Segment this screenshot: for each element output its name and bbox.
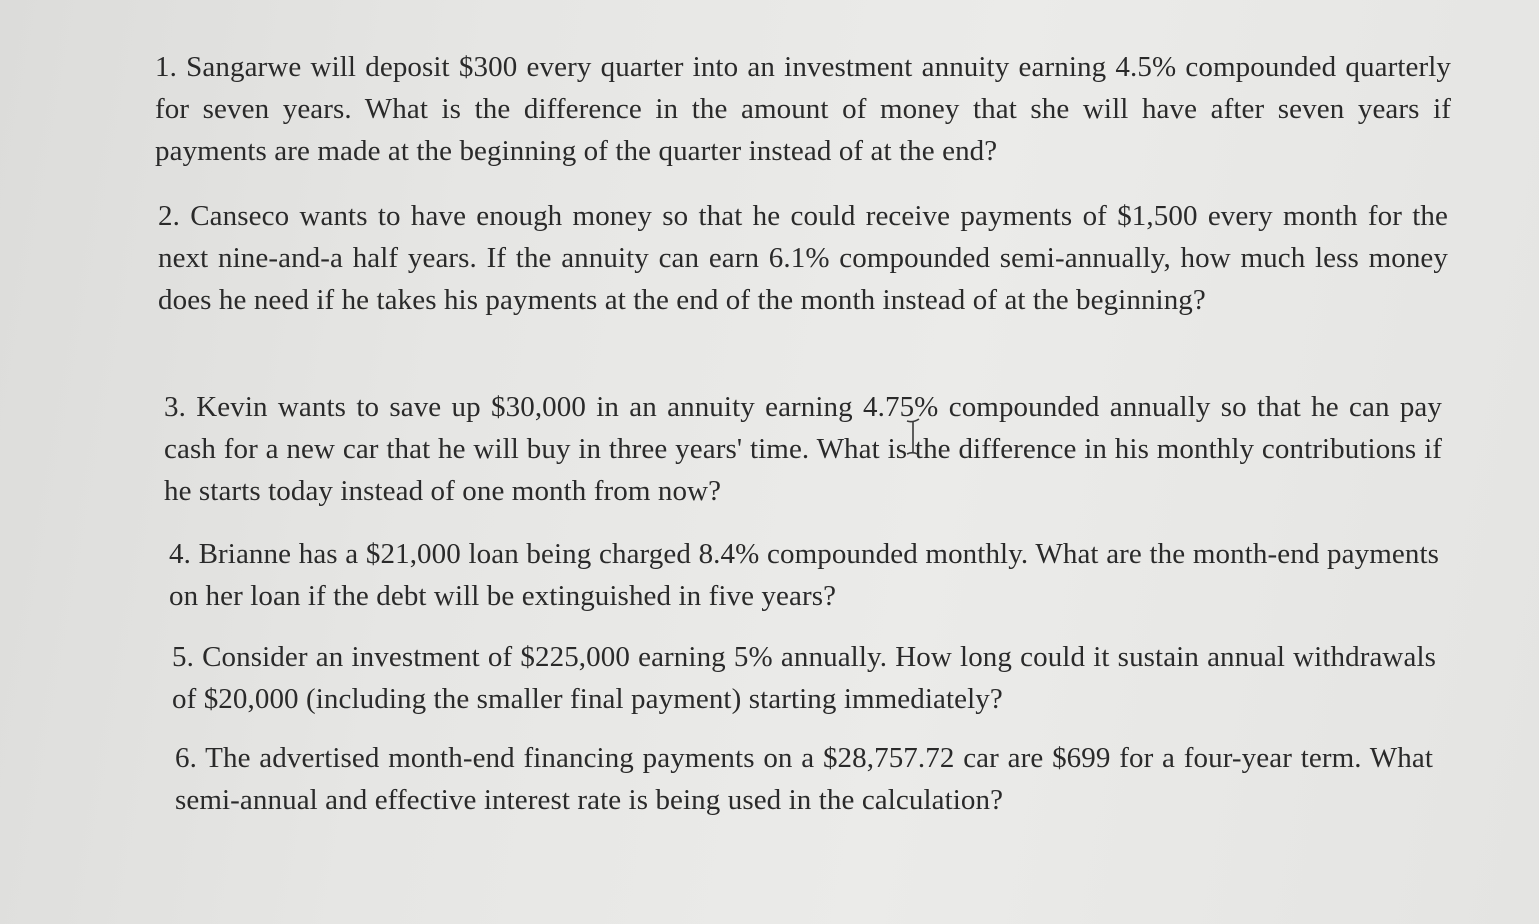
problem-5 bbox=[172, 636, 1436, 720]
problem-5-text: Consider an investment of $225,000 earning 5% annually. How long could it sustain annual withdrawals of $20,000 (including the smaller final payment) starting immediately? bbox=[172, 641, 1436, 715]
text-cursor-icon bbox=[905, 417, 921, 457]
problem-6-number: 6. bbox=[175, 742, 197, 774]
problem-3-number: 3. bbox=[164, 391, 186, 423]
problem-1 bbox=[155, 46, 1451, 172]
problem-5-number: 5. bbox=[172, 641, 194, 673]
problem-2-number: 2. bbox=[158, 200, 180, 232]
problem-2-text: Canseco wants to have enough money so that he could receive payments of $1,500 every month for the next nine-and-a half years. If the annuity can earn 6.1% compounded semi-annually, how much less money does he need if he takes his payments at the end of the month instead of at the beginning? bbox=[158, 200, 1448, 316]
problem-6-text: The advertised month-end financing payments on a $28,757.72 car are $699 for a four-year term. What semi-annual and effective interest rate is being used in the calculation? bbox=[175, 742, 1433, 816]
problem-1-number: 1. bbox=[155, 51, 177, 83]
problem-4-number: 4. bbox=[169, 538, 191, 570]
problem-2 bbox=[158, 195, 1448, 321]
problem-1-text: Sangarwe will deposit $300 every quarter into an investment annuity earning 4.5% compounded quarterly for seven years. What is the difference in the amount of money that she will have after seven years if payments are made at the beginning of the quarter instead of at the end? bbox=[155, 51, 1451, 167]
problem-4 bbox=[169, 533, 1439, 617]
problem-3-text: Kevin wants to save up $30,000 in an annuity earning 4.75% compounded annually so that he can pay cash for a new car that he will buy in three years' time. What is the difference in his monthly contributions if he starts today instead of one month from now? bbox=[164, 391, 1442, 507]
problem-4-text: Brianne has a $21,000 loan being charged 8.4% compounded monthly. What are the month-end payments on her loan if the debt will be extinguished in five years? bbox=[169, 538, 1439, 612]
problem-6 bbox=[175, 737, 1433, 821]
problem-3 bbox=[164, 386, 1442, 512]
